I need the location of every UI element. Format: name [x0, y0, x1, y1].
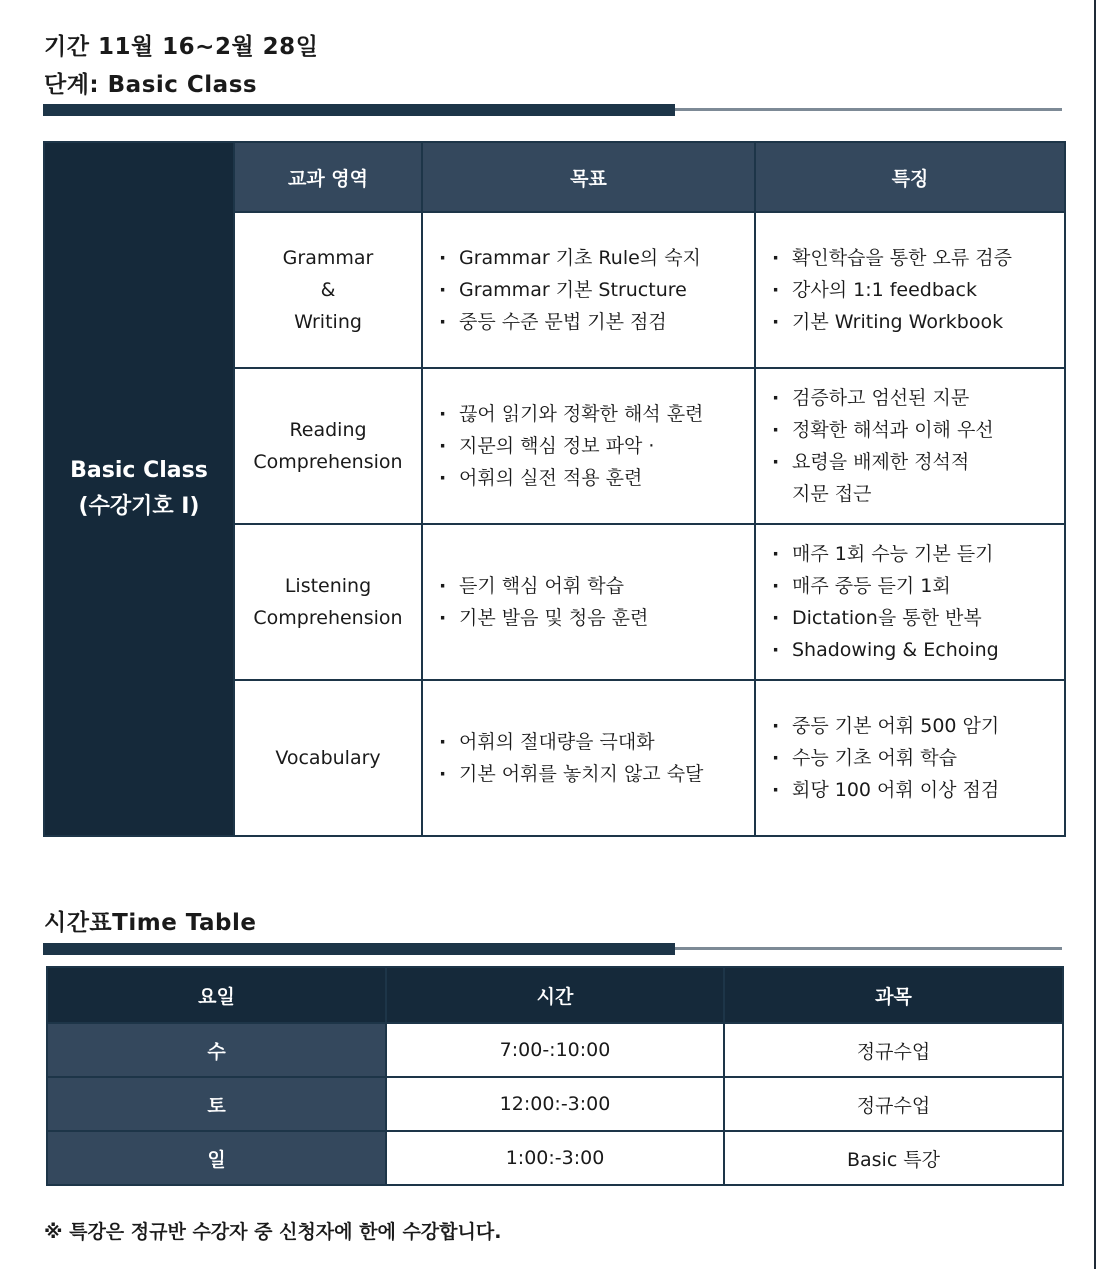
area-cell	[234, 368, 422, 524]
feature-item: · 기본 Writing Workbook	[770, 306, 1054, 338]
goal-item: · Grammar 기본 Structure	[437, 274, 744, 306]
column-header-day: 요일	[47, 967, 386, 1023]
column-header-features: 특징	[755, 142, 1065, 212]
stage-label-line2: (수강기호 I)	[78, 494, 200, 519]
timetable-header-row	[47, 967, 1063, 1023]
day-cell: 토	[47, 1077, 386, 1131]
column-header-time: 시간	[386, 967, 724, 1023]
feature-item: · 회당 100 어휘 이상 점검	[770, 774, 1054, 806]
goal-item: · 중등 수준 문법 기본 점검	[437, 306, 744, 338]
feature-item-continued: 지문 접근	[792, 483, 872, 505]
stage-label-line1: Basic Class	[70, 458, 208, 483]
goal-item: · Grammar 기초 Rule의 숙지	[437, 242, 744, 274]
features-cell	[755, 524, 1065, 680]
table-row	[47, 1131, 1063, 1185]
goal-item: · 기본 어휘를 놓치지 않고 숙달	[437, 758, 744, 790]
area-cell	[234, 212, 422, 368]
area-label: Comprehension	[253, 607, 403, 629]
goal-item: · 지문의 핵심 정보 파악 ·	[437, 430, 744, 462]
area-cell	[234, 680, 422, 836]
stage-cell	[44, 142, 234, 836]
column-header-area: 교과 영역	[234, 142, 422, 212]
area-label: Comprehension	[253, 451, 403, 473]
feature-item: · 매주 중등 듣기 1회	[770, 570, 1054, 602]
table-row	[47, 1077, 1063, 1131]
feature-item: · 검증하고 엄선된 지문	[770, 382, 1054, 414]
stage-heading: 단계: Basic Class	[44, 72, 258, 98]
time-cell: 7:00-:10:00	[386, 1023, 724, 1077]
area-label: Listening	[284, 575, 372, 597]
feature-item: · 매주 1회 수능 기본 듣기	[770, 538, 1054, 570]
goal-item: · 기본 발음 및 청음 훈련	[437, 602, 744, 634]
feature-item: · 강사의 1:1 feedback	[770, 274, 1054, 306]
goals-cell	[422, 680, 755, 836]
area-label: &	[320, 279, 336, 301]
features-cell	[755, 680, 1065, 836]
goal-item: · 어휘의 절대량을 극대화	[437, 726, 744, 758]
area-label: Vocabulary	[275, 747, 381, 769]
goal-item: · 듣기 핵심 어휘 학습	[437, 570, 744, 602]
area-label: Grammar	[282, 247, 374, 269]
day-cell: 일	[47, 1131, 386, 1185]
feature-item: · 확인학습을 통한 오류 검증	[770, 242, 1054, 274]
section-divider	[43, 943, 1062, 955]
day-cell: 수	[47, 1023, 386, 1077]
feature-item: · 중등 기본 어휘 500 암기	[770, 710, 1054, 742]
table-row	[47, 1023, 1063, 1077]
curriculum-table	[43, 141, 1066, 837]
timetable-title: 시간표Time Table	[44, 910, 257, 936]
feature-item: · 요령을 배제한 정석적	[770, 446, 1054, 478]
area-label: Writing	[294, 311, 362, 333]
time-cell: 1:00:-3:00	[386, 1131, 724, 1185]
column-header-goals: 목표	[422, 142, 755, 212]
timetable	[46, 966, 1064, 1186]
area-label: Reading	[289, 419, 367, 441]
goal-item: · 끊어 읽기와 정확한 해석 훈련	[437, 398, 744, 430]
feature-item: · 정확한 해석과 이해 우선	[770, 414, 1054, 446]
goal-item: · 어휘의 실전 적용 훈련	[437, 462, 744, 494]
page-right-border	[1094, 0, 1096, 1269]
subject-cell: 정규수업	[724, 1023, 1063, 1077]
period-heading: 기간 11월 16~2월 28일	[44, 34, 319, 60]
features-cell	[755, 212, 1065, 368]
goals-cell	[422, 368, 755, 524]
goals-cell	[422, 524, 755, 680]
subject-cell: 정규수업	[724, 1077, 1063, 1131]
feature-item: · Shadowing & Echoing	[770, 634, 1054, 666]
footnote: ※ 특강은 정규반 수강자 중 신청자에 한에 수강합니다.	[44, 1221, 502, 1243]
features-cell	[755, 368, 1065, 524]
section-divider	[43, 104, 1062, 116]
column-header-subject: 과목	[724, 967, 1063, 1023]
time-cell: 12:00:-3:00	[386, 1077, 724, 1131]
feature-item: · 수능 기초 어휘 학습	[770, 742, 1054, 774]
curriculum-header-row	[44, 142, 1065, 212]
subject-cell: Basic 특강	[724, 1131, 1063, 1185]
goals-cell	[422, 212, 755, 368]
area-cell	[234, 524, 422, 680]
feature-item: · Dictation을 통한 반복	[770, 602, 1054, 634]
